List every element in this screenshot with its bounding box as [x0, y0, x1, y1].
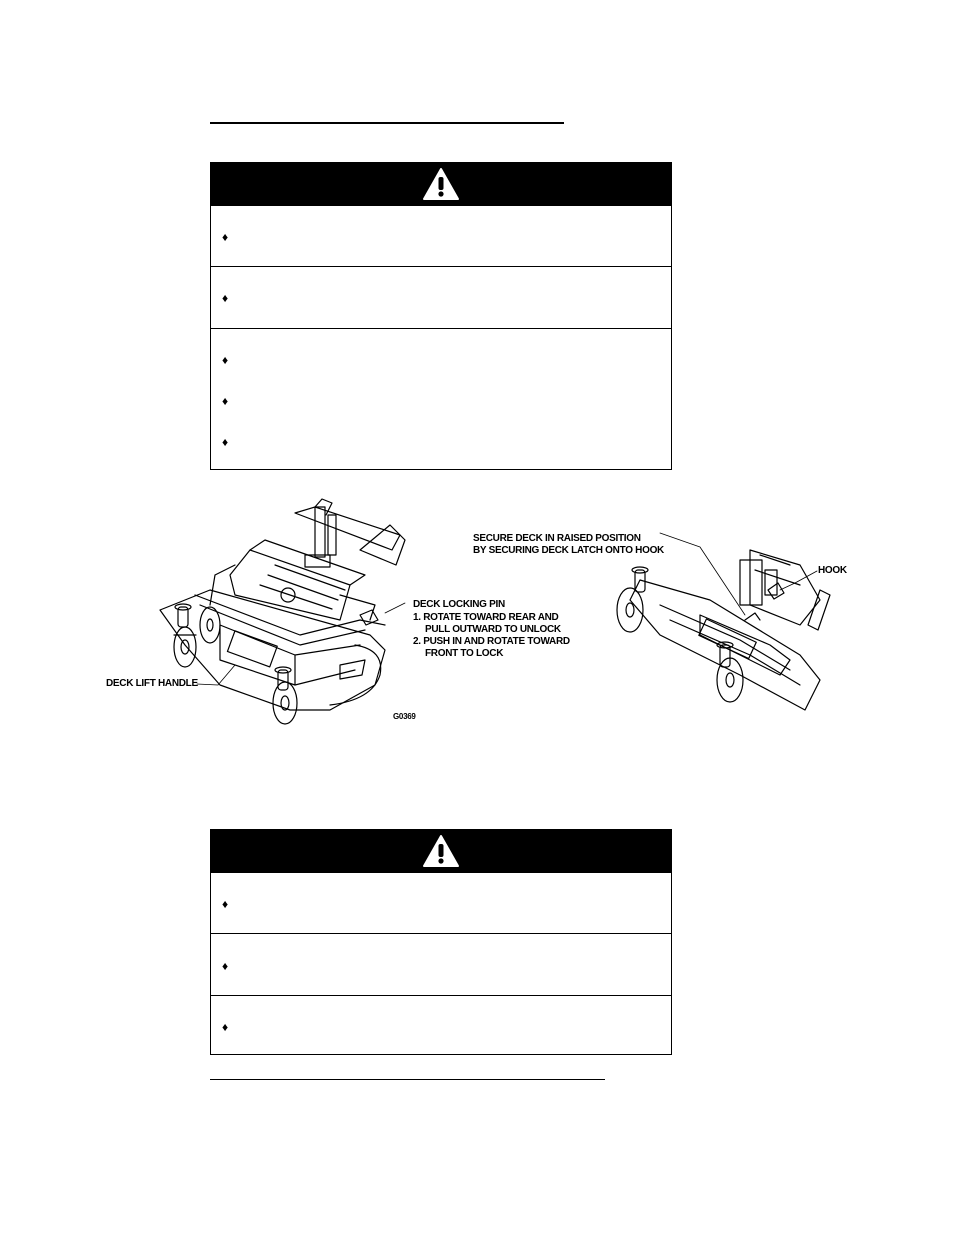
label-deck-locking-pin: DECK LOCKING PIN [413, 599, 505, 610]
label-step-1b: PULL OUTWARD TO UNLOCK [425, 624, 561, 635]
bullet-diamond-icon: ♦ [222, 353, 229, 367]
warning-box-1 [210, 162, 672, 470]
warning-header [211, 830, 671, 872]
label-step-2a: 2. PUSH IN AND ROTATE TOWARD [413, 636, 570, 647]
warning-row [211, 328, 671, 469]
bullet-diamond-icon: ♦ [222, 897, 229, 911]
label-secure-deck-1: SECURE DECK IN RAISED POSITION [473, 533, 641, 544]
warning-row [211, 933, 671, 995]
figure-code: G0369 [393, 712, 416, 721]
label-step-1a: 1. ROTATE TOWARD REAR AND [413, 612, 559, 623]
bullet-diamond-icon: ♦ [222, 394, 229, 408]
warning-header [211, 163, 671, 205]
bullet-diamond-icon: ♦ [222, 959, 229, 973]
left-mower-drawing [160, 499, 405, 724]
warning-row [211, 266, 671, 328]
section-end-rule [210, 1079, 605, 1080]
warning-row [211, 872, 671, 933]
label-deck-lift-handle: DECK LIFT HANDLE [106, 678, 198, 689]
right-mower-drawing [617, 533, 830, 710]
bullet-diamond-icon: ♦ [222, 230, 229, 244]
bullet-diamond-icon: ♦ [222, 291, 229, 305]
label-secure-deck-2: BY SECURING DECK LATCH ONTO HOOK [473, 545, 664, 556]
warning-row [211, 995, 671, 1054]
label-step-2b: FRONT TO LOCK [425, 648, 504, 659]
label-hook: HOOK [818, 565, 847, 576]
mower-deck-figure [100, 495, 860, 735]
bullet-diamond-icon: ♦ [222, 1020, 229, 1034]
warning-triangle-icon [422, 834, 460, 868]
warning-row [211, 205, 671, 266]
section-heading-rule [210, 122, 564, 124]
bullet-diamond-icon: ♦ [222, 435, 229, 449]
warning-triangle-icon [422, 167, 460, 201]
warning-box-2 [210, 829, 672, 1055]
